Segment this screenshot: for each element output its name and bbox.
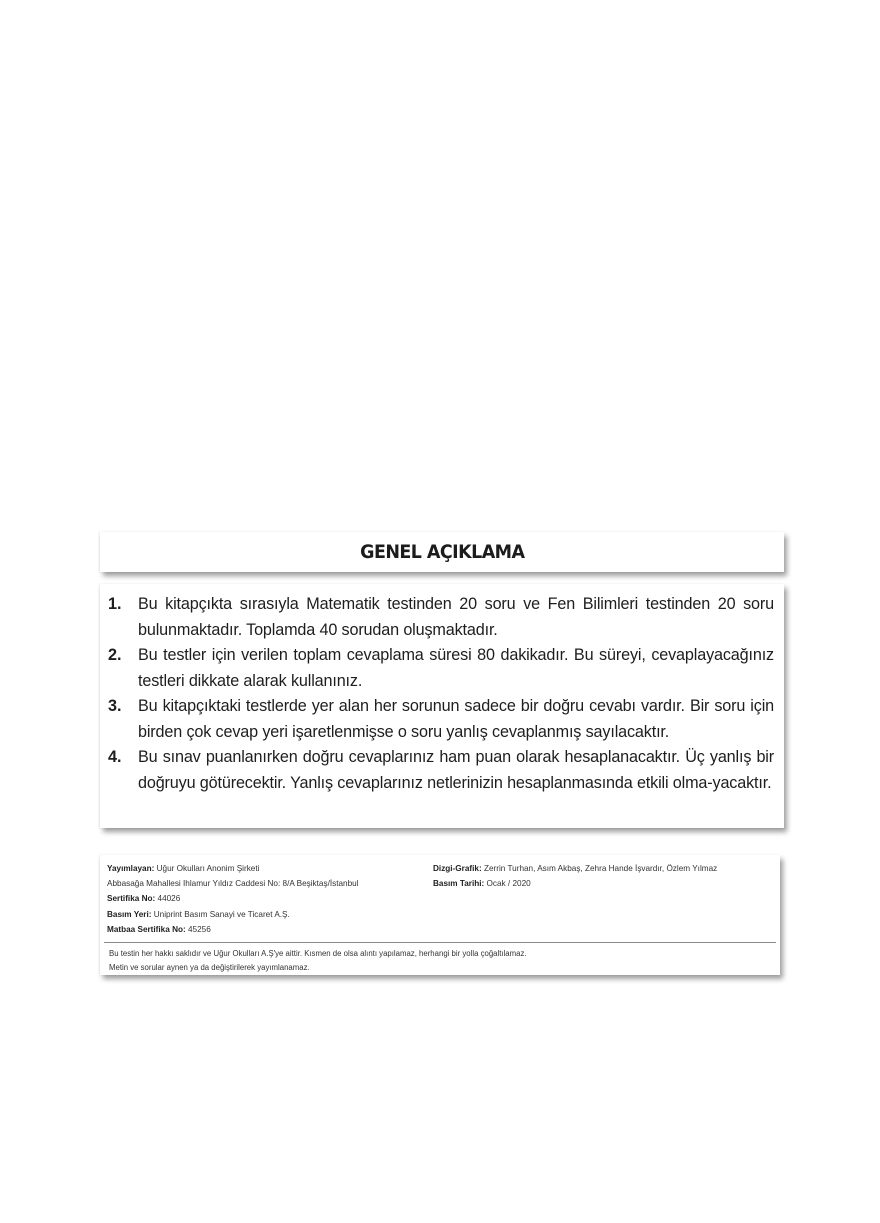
address-line xyxy=(107,876,433,891)
printer-certificate-label: Matbaa Sertifika No: xyxy=(107,924,186,934)
copyright-notice xyxy=(100,943,780,975)
rule-item xyxy=(108,592,774,643)
rule-text: Bu kitapçıkta sırasıyla Matematik testinden 20 soru ve Fen Bilimleri testinden 20 soru bulunmaktadır. Toplamda 40 sorudan oluşmaktadır. xyxy=(138,595,774,639)
typesetting-line xyxy=(433,861,774,876)
publisher-line xyxy=(107,861,433,876)
rule-text: Bu testler için verilen toplam cevaplama süresi 80 dakikadır. Bu süreyi, cevaplayacağınız testleri dikkate alarak kullanınız. xyxy=(138,646,774,690)
rule-number: 4. xyxy=(108,748,122,766)
rule-text: Bu sınav puanlanırken doğru cevaplarınız ham puan olarak hesaplanacaktır. Üç yanlış bir doğruyu götürecektir. Yanlış cevaplarınız netlerinizin hesaplanmasında etkili olma-yacaktır. xyxy=(138,748,774,792)
publisher-value: Uğur Okulları Anonim Şirketi xyxy=(154,864,260,873)
print-date-line xyxy=(433,876,774,891)
publisher-label: Yayımlayan: xyxy=(107,864,155,873)
copyright-line: Metin ve sorular aynen ya da değiştirilerek yayımlanamaz. xyxy=(109,963,310,972)
imprint-right-column xyxy=(433,861,774,939)
typesetting-label: Dizgi-Grafik: xyxy=(433,864,482,873)
rule-number: 2. xyxy=(108,646,122,664)
rules-box xyxy=(100,584,784,828)
rule-item xyxy=(108,745,774,796)
imprint-left-column xyxy=(107,861,433,939)
print-date-value: Ocak / 2020 xyxy=(484,879,531,889)
typesetting-value: Zerrin Turhan, Asım Akbaş, Zehra Hande İşvardır, Özlem Yılmaz xyxy=(481,864,718,873)
rules-list xyxy=(100,584,784,796)
print-place-line xyxy=(107,907,433,922)
page-title: GENEL AÇIKLAMA xyxy=(359,541,525,563)
copyright-line: Bu testin her hakkı saklıdır ve Uğur Okulları A.Ş'ye aittir. Kısmen de olsa alıntı yapılamaz, herhangi bir yolla çoğaltılamaz. xyxy=(109,949,527,958)
printer-certificate-line xyxy=(107,922,433,937)
rule-item xyxy=(108,694,774,745)
rule-item xyxy=(108,643,774,694)
title-box xyxy=(100,532,784,572)
printer-certificate-value: 45256 xyxy=(185,924,211,934)
print-place-value: Uniprint Basım Sanayi ve Ticaret A.Ş. xyxy=(151,909,290,919)
certificate-line xyxy=(107,891,433,906)
print-place-label: Basım Yeri: xyxy=(107,909,152,919)
rule-number: 1. xyxy=(108,595,122,613)
certificate-label: Sertifika No: xyxy=(107,894,156,904)
rule-number: 3. xyxy=(108,697,122,715)
imprint-box xyxy=(100,855,780,975)
certificate-value: 44026 xyxy=(155,894,181,904)
rule-text: Bu kitapçıktaki testlerde yer alan her sorunun sadece bir doğru cevabı vardır. Bir soru için birden çok cevap yeri işaretlenmişse o soru yanlış cevaplanmış sayılacaktır. xyxy=(138,697,774,741)
address-value: Abbasağa Mahallesi Ihlamur Yıldız Caddesi No: 8/A Beşiktaş/İstanbul xyxy=(107,879,359,889)
print-date-label: Basım Tarihi: xyxy=(433,879,485,889)
